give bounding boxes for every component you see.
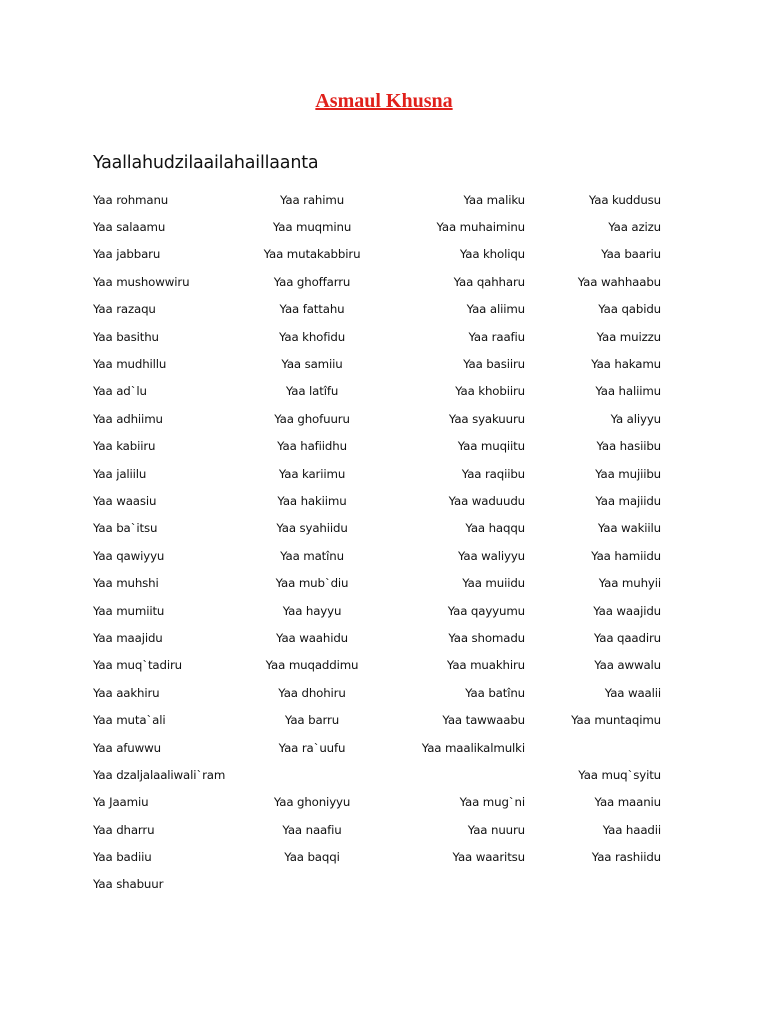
name-cell: Yaa waahidu — [276, 630, 348, 645]
name-cell: Yaa tawwaabu — [442, 713, 525, 728]
name-cell: Yaa baariu — [601, 247, 661, 262]
name-cell: Yaa dzaljalaaliwali`ram — [93, 767, 226, 782]
table-row — [93, 268, 661, 295]
name-cell: Yaa badiiu — [93, 850, 152, 865]
name-cell: Yaa waajidu — [593, 603, 661, 618]
name-cell: Yaa mutakabbiru — [263, 247, 361, 262]
table-row — [93, 296, 661, 323]
table-row — [93, 569, 661, 596]
name-cell: Yaa raqiibu — [461, 466, 525, 481]
name-cell: Yaa kariimu — [278, 466, 346, 481]
name-cell: Yaa maajidu — [93, 630, 163, 645]
document-subtitle: Yaallahudzilaailahaillaanta — [93, 153, 319, 173]
name-cell: Yaa naafiu — [282, 822, 342, 837]
table-row — [93, 378, 661, 405]
name-cell: Yaa muta`ali — [93, 713, 166, 728]
table-row — [93, 213, 661, 240]
name-cell: Yaa haliimu — [595, 384, 661, 399]
name-cell: Yaa wakiilu — [597, 521, 661, 536]
name-cell: Yaa kuddusu — [588, 192, 661, 207]
name-cell: Yaa dharru — [93, 822, 155, 837]
name-cell: Yaa ra`uufu — [278, 740, 346, 755]
name-cell: Yaa shabuur — [93, 877, 164, 892]
name-cell: Yaa muakhiru — [446, 658, 525, 673]
name-cell: Yaa batînu — [465, 685, 525, 700]
name-cell: Yaa hasiibu — [596, 439, 661, 454]
name-cell: Yaa qawiyyu — [93, 548, 165, 563]
name-cell: Yaa muq`tadiru — [93, 658, 182, 673]
name-cell: Yaa baqqi — [284, 850, 340, 865]
name-cell: Yaa ba`itsu — [93, 521, 158, 536]
name-cell: Yaa raafiu — [468, 329, 525, 344]
name-cell: Yaa hafiidhu — [277, 439, 347, 454]
name-cell: Yaa mujiibu — [595, 466, 661, 481]
name-cell: Yaa waliyyu — [457, 548, 525, 563]
name-cell: Yaa muqminu — [272, 220, 352, 235]
name-cell: Yaa aliimu — [466, 302, 525, 317]
table-row — [93, 652, 661, 679]
name-cell: Yaa ghoffarru — [273, 274, 351, 289]
table-row — [93, 186, 661, 213]
name-cell: Yaa nuuru — [467, 822, 525, 837]
name-cell: Yaa mug`ni — [459, 795, 525, 810]
name-cell: Yaa ad`lu — [93, 384, 147, 399]
name-cell: Yaa hakiimu — [277, 493, 347, 508]
name-cell: Yaa khobiiru — [455, 384, 525, 399]
name-cell: Yaa muq`syitu — [578, 767, 661, 782]
name-cell: Yaa wahhaabu — [577, 274, 661, 289]
name-cell: Yaa maaniu — [594, 795, 661, 810]
name-cell: Yaa muhshi — [93, 576, 159, 591]
name-cell: Yaa qahharu — [453, 274, 525, 289]
name-cell: Yaa muqaddimu — [265, 658, 359, 673]
name-cell: Yaa rahimu — [279, 192, 345, 207]
names-table — [93, 186, 661, 898]
name-cell: Yaa fattahu — [279, 302, 345, 317]
table-row — [93, 843, 661, 870]
table-row — [93, 241, 661, 268]
table-row — [93, 734, 661, 761]
name-cell: Yaa razaqu — [93, 302, 156, 317]
name-cell: Yaa azizu — [608, 220, 661, 235]
name-cell: Ya Jaamiu — [93, 795, 149, 810]
name-cell: Yaa majiidu — [595, 493, 661, 508]
name-cell: Yaa jabbaru — [93, 247, 161, 262]
name-cell: Yaa muhyii — [598, 576, 661, 591]
name-cell: Yaa qaadiru — [593, 630, 661, 645]
table-row — [93, 487, 661, 514]
table-row — [93, 761, 661, 788]
table-row — [93, 624, 661, 651]
name-cell: Yaa samiiu — [281, 357, 343, 372]
name-cell: Yaa mudhillu — [93, 357, 167, 372]
name-cell: Yaa jaliilu — [93, 466, 147, 481]
name-cell: Yaa aakhiru — [93, 685, 160, 700]
name-cell: Yaa maliku — [463, 192, 525, 207]
name-cell: Yaa waaritsu — [452, 850, 525, 865]
name-cell: Yaa muntaqimu — [571, 713, 661, 728]
table-row — [93, 350, 661, 377]
name-cell: Yaa muhaiminu — [436, 220, 525, 235]
name-cell: Yaa qabidu — [598, 302, 661, 317]
name-cell: Yaa hakamu — [591, 357, 661, 372]
name-cell: Yaa kholiqu — [459, 247, 525, 262]
table-row — [93, 679, 661, 706]
table-row — [93, 706, 661, 733]
name-cell: Yaa muizzu — [596, 329, 661, 344]
table-row — [93, 433, 661, 460]
name-cell: Yaa afuwwu — [93, 740, 161, 755]
table-row — [93, 323, 661, 350]
name-cell: Yaa adhiimu — [93, 411, 163, 426]
name-cell: Yaa waduudu — [448, 493, 525, 508]
name-cell: Yaa haqqu — [465, 521, 525, 536]
table-row — [93, 405, 661, 432]
name-cell: Yaa barru — [284, 713, 340, 728]
table-row — [93, 460, 661, 487]
name-cell: Yaa latîfu — [285, 384, 339, 399]
name-cell: Yaa muqiitu — [457, 439, 525, 454]
name-cell: Yaa rohmanu — [93, 192, 169, 207]
name-cell: Yaa haadii — [602, 822, 661, 837]
name-cell: Yaa mumiitu — [93, 603, 165, 618]
name-cell: Yaa salaamu — [93, 220, 166, 235]
name-cell: Yaa maalikalmulki — [421, 740, 525, 755]
name-cell: Yaa basithu — [93, 329, 159, 344]
name-cell: Yaa shomadu — [448, 630, 525, 645]
table-row — [93, 816, 661, 843]
name-cell: Yaa hayyu — [282, 603, 342, 618]
table-row — [93, 542, 661, 569]
name-cell: Yaa matînu — [280, 548, 344, 563]
name-cell: Yaa ghoniyyu — [273, 795, 351, 810]
name-cell: Yaa kabiiru — [93, 439, 156, 454]
name-cell: Yaa ghofuuru — [274, 411, 350, 426]
name-cell: Yaa awwalu — [594, 658, 661, 673]
name-cell: Yaa hamiidu — [591, 548, 661, 563]
name-cell: Yaa waasiu — [93, 493, 157, 508]
name-cell: Yaa muiidu — [462, 576, 525, 591]
document-title: Asmaul Khusna — [315, 90, 453, 112]
name-cell: Yaa mub`diu — [275, 576, 349, 591]
table-row — [93, 789, 661, 816]
name-cell: Yaa syakuuru — [448, 411, 525, 426]
name-cell: Yaa basiiru — [463, 357, 525, 372]
name-cell: Yaa dhohiru — [278, 685, 346, 700]
name-cell: Yaa waalii — [604, 685, 661, 700]
table-row — [93, 871, 661, 898]
name-cell: Yaa khofidu — [278, 329, 346, 344]
name-cell: Yaa syahiidu — [276, 521, 348, 536]
table-row — [93, 597, 661, 624]
table-row — [93, 515, 661, 542]
name-cell: Ya aliyyu — [610, 411, 661, 426]
name-cell: Yaa mushowwiru — [93, 274, 190, 289]
name-cell: Yaa qayyumu — [447, 603, 525, 618]
name-cell: Yaa rashiidu — [591, 850, 661, 865]
